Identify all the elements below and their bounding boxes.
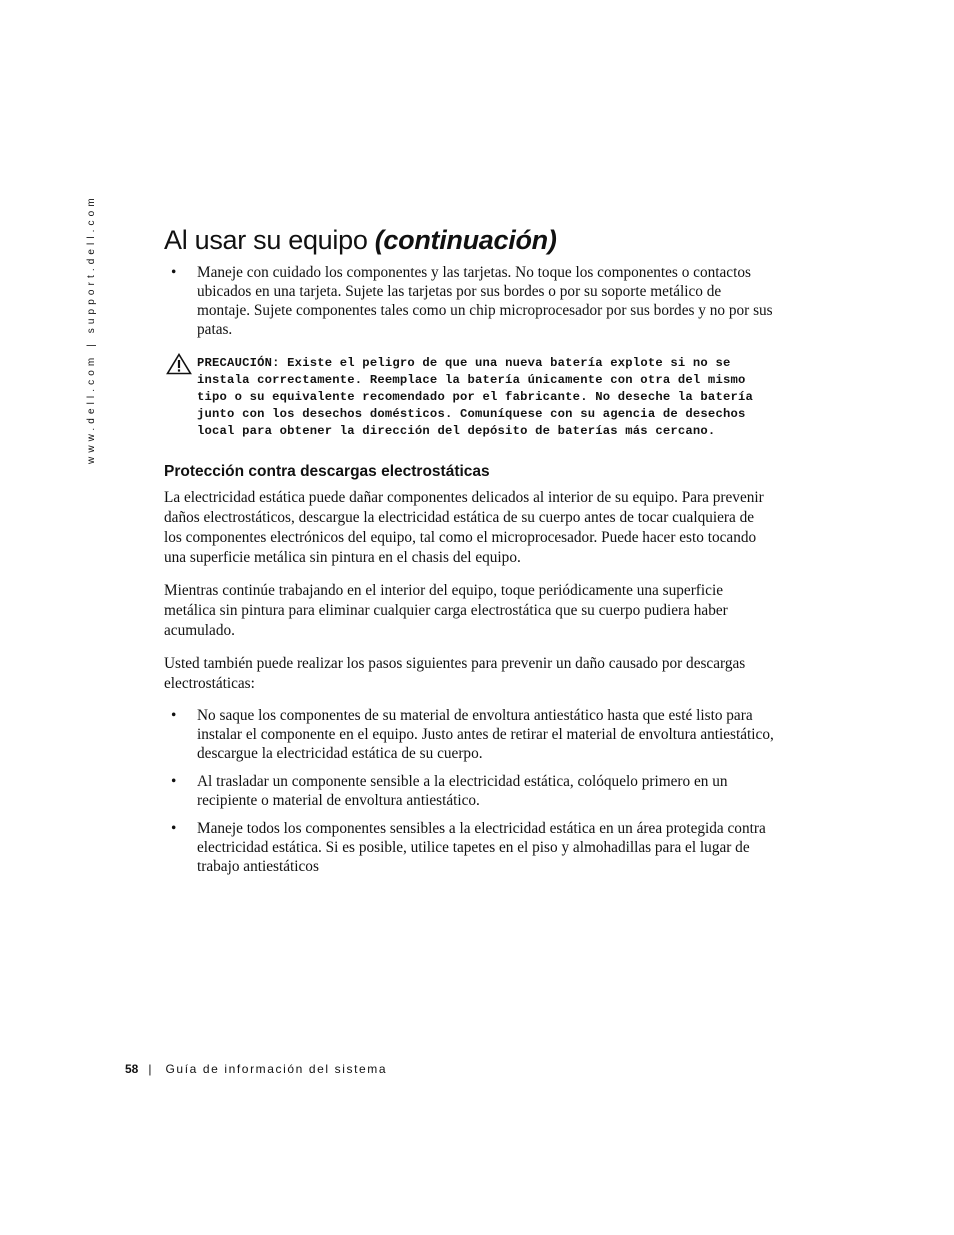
bullet-item: • Al trasladar un componente sensible a la electricidad estática, colóquelo primero en un recipiente o material de envoltura antiestático.: [164, 772, 774, 810]
footer-separator: |: [148, 1062, 152, 1076]
caution-text: Existe el peligro de que una nueva batería explote si no se instala correctamente. Reemplace la batería únicamente con otra del mismo tipo o su equivalente recomendado por el fabricante. No deseche la batería junto con los desechos domésticos. Comuníquese con su agencia de desechos local para obtener la dirección del depósito de baterías más cercano.: [197, 356, 754, 438]
bullet-item: • No saque los componentes de su material de envoltura antiestático hasta que esté listo para instalar el componente en el equipo. Justo antes de retirar el material de envoltura antiestático, descargue la electricidad estática de su cuerpo.: [164, 706, 774, 763]
bullet-item: • Maneje todos los componentes sensibles a la electricidad estática en un área protegida contra electricidad estática. Si es posible, utilice tapetes en el piso y almohadillas para el lugar de trabajo antiestáticos: [164, 819, 774, 876]
page-title-main: Al usar su equipo: [164, 225, 368, 255]
paragraph-1: La electricidad estática puede dañar componentes delicados al interior de su equipo. Para prevenir daños electrostáticos, descargue la electricidad estática de su cuerpo antes de tocar cualquiera de los componentes electrónicos del equipo, tal como el microprocesador. Puede hacer esto tocando una superficie metálica sin pintura en el chasis del equipo.: [164, 489, 764, 566]
page-number: 58: [125, 1062, 139, 1076]
page-title: [164, 222, 557, 258]
page-content: [164, 263, 774, 885]
warning-triangle-icon: [166, 353, 192, 375]
esd-bullet-list: [164, 706, 774, 876]
section-heading: Protección contra descargas electrostáticas: [164, 463, 490, 480]
page-footer: [125, 1062, 387, 1076]
top-bullet-list: [164, 263, 774, 339]
side-url: www.dell.com | support.dell.com: [86, 194, 97, 464]
footer-doc-title: Guía de información del sistema: [165, 1062, 388, 1076]
paragraph-3: Usted también puede realizar los pasos siguientes para prevenir un daño causado por descargas electrostáticas:: [164, 655, 746, 692]
bullet-item: • Maneje con cuidado los componentes y las tarjetas. No toque los componentes o contactos ubicados en una tarjeta. Sujete las tarjetas por sus bordes o por su soporte metálico de montaje. Sujete componentes tales como un chip microprocesador por sus bordes y no por sus patas.: [164, 263, 774, 339]
caution-label: PRECAUCIÓN:: [197, 356, 280, 370]
caution-notice: [164, 355, 774, 440]
paragraph-2: Mientras continúe trabajando en el interior del equipo, toque periódicamente una superficie metálica sin pintura para eliminar cualquier carga electrostática que su cuerpo pudiera haber acumulado.: [164, 582, 728, 639]
page-title-continuation: (continuación): [374, 225, 557, 255]
